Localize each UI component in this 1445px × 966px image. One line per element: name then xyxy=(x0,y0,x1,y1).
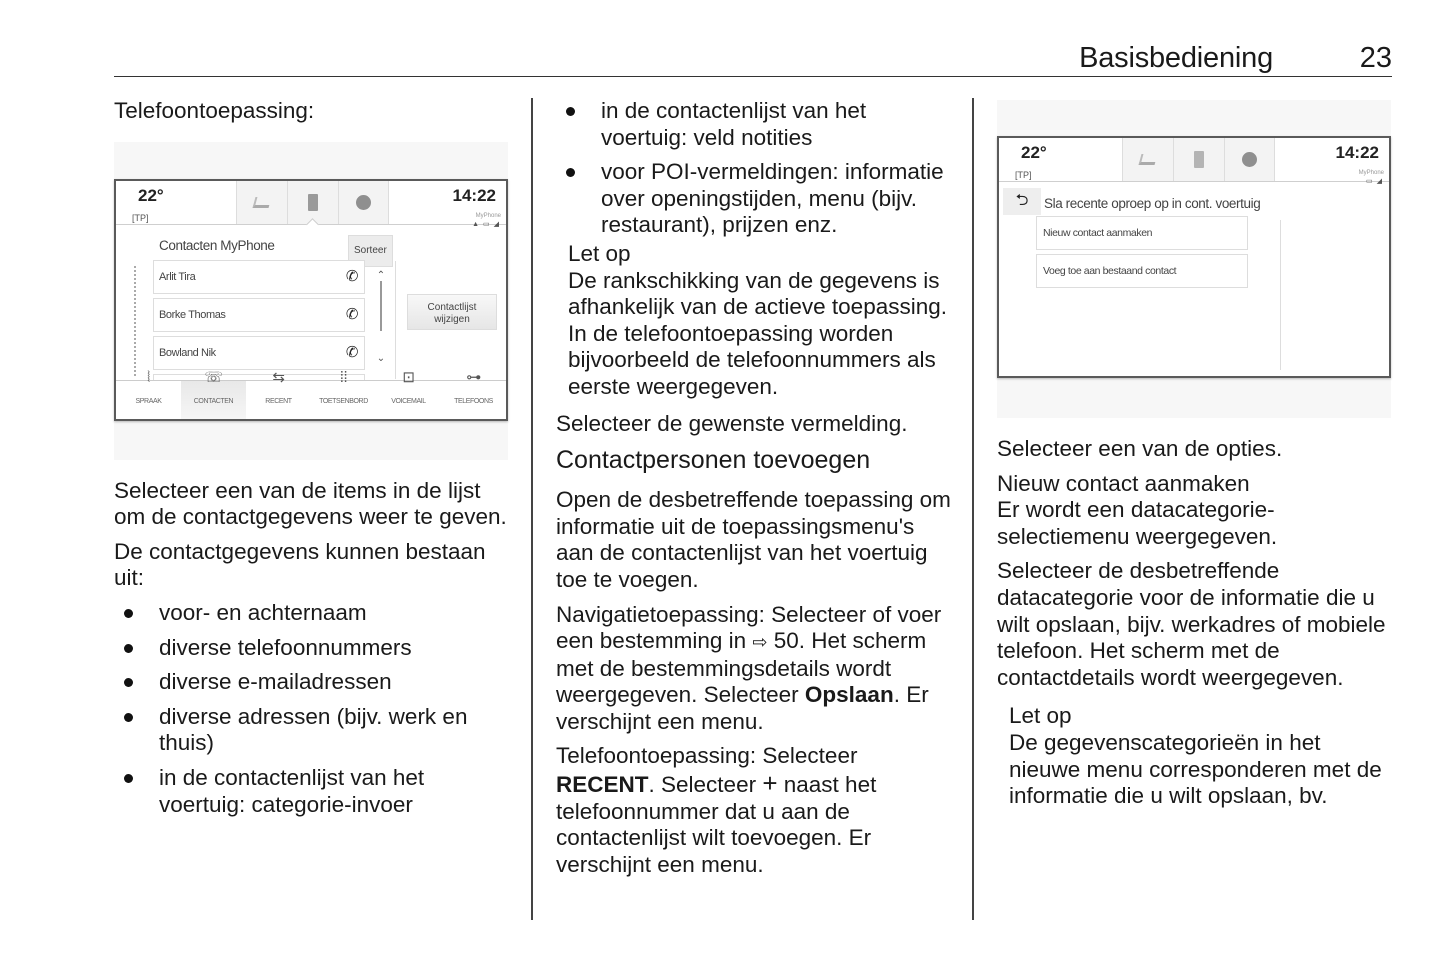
tab-apps[interactable] xyxy=(1224,138,1275,181)
contact-list-item[interactable] xyxy=(153,298,365,332)
temperature: 22° xyxy=(138,185,164,205)
call-icon[interactable]: ✆ xyxy=(345,305,358,323)
option-body: Er wordt een datacategorie-selectiemenu weergegeven. xyxy=(997,497,1278,549)
nav-spraak[interactable] xyxy=(116,369,181,419)
list-item: in de contactenlijst van het voertuig: categorie-invoer xyxy=(114,765,514,818)
button-label-line: wijzigen xyxy=(434,313,470,325)
app-tabs xyxy=(1122,138,1275,181)
nav-label: TOETSENBORD xyxy=(319,398,368,405)
tab-apps[interactable] xyxy=(338,181,389,224)
option-title: Nieuw contact aanmaken xyxy=(997,470,1250,496)
screen-title: Sla recente oproep op in cont. voertuig xyxy=(1044,196,1261,211)
contacts-icon: ☏ xyxy=(204,369,223,386)
list-item: in de contactenlijst van het voertuig: veld notities xyxy=(556,98,956,151)
note-box xyxy=(997,703,1397,809)
phone-bottom-nav xyxy=(116,369,506,419)
tab-phone[interactable] xyxy=(1173,138,1224,181)
recent-calls-icon: ⇆ xyxy=(272,369,285,386)
nav-label: SPRAAK xyxy=(135,398,162,405)
clock: 14:22 xyxy=(452,185,496,205)
text-run: . Er verschijnt een menu. xyxy=(556,682,929,734)
app-tabs xyxy=(236,181,389,224)
bluetooth-phones-icon: ⊶ xyxy=(466,369,481,386)
back-button[interactable] xyxy=(1003,188,1041,215)
traffic-program-indicator: [TP] xyxy=(1015,170,1032,180)
contact-list-item[interactable] xyxy=(153,336,365,370)
list-item: voor- en achternaam xyxy=(114,600,514,627)
sort-button[interactable]: Sorteer xyxy=(348,235,393,268)
note-title: Let op xyxy=(1009,703,1072,729)
option-add-to-existing[interactable]: Voeg toe aan bestaand contact xyxy=(1036,254,1248,288)
infotainment-screen-contacts xyxy=(114,179,508,421)
column-left xyxy=(114,98,514,826)
intro-text: Telefoontoepassing: xyxy=(114,98,315,123)
call-icon[interactable]: ✆ xyxy=(345,267,358,285)
phone-icon xyxy=(308,194,318,211)
option-description xyxy=(997,471,1397,551)
column-divider xyxy=(531,98,533,920)
call-icon[interactable]: ✆ xyxy=(345,343,358,361)
text-run: 50. Het scherm met de bestemmingsdetails wordt weergegeven. Selecteer xyxy=(556,628,927,708)
traffic-program-indicator: [TP] xyxy=(132,212,149,223)
paragraph: Selecteer een van de items in de lijst om de contactgegevens weer te geven. xyxy=(114,477,507,530)
section-heading: Contactpersonen toevoegen xyxy=(556,446,871,475)
list-item: voor POI-vermeldingen: informatie over openingstijden, menu (bijv. restaurant), prijzen enz. xyxy=(556,159,956,239)
scroll-down-icon[interactable]: ⌄ xyxy=(376,353,386,364)
list-scrollbar[interactable] xyxy=(374,263,388,373)
paragraph-navigation xyxy=(556,602,956,736)
alphabet-index-scroller[interactable] xyxy=(134,266,136,376)
button-label-line: Contactlijst xyxy=(427,301,477,313)
text-run: naast het telefoonnummer dat u aan de contactenlijst wilt toevoegen. Er verschijnt een menu. xyxy=(556,772,877,877)
status-bar xyxy=(116,181,506,228)
voice-icon: ⦚ xyxy=(147,369,150,386)
nav-label: VOICEMAIL xyxy=(391,398,426,405)
ui-term: RECENT xyxy=(556,772,649,798)
page-number: 23 xyxy=(1359,42,1392,74)
nav-recent[interactable] xyxy=(246,369,311,419)
phone-icon xyxy=(1194,151,1204,168)
note-title: Let op xyxy=(568,240,631,266)
tab-phone[interactable] xyxy=(287,181,338,224)
device-name: MyPhone xyxy=(1358,170,1384,176)
note-box xyxy=(556,241,956,401)
device-name: MyPhone xyxy=(475,212,501,219)
nav-toetsenbord[interactable] xyxy=(311,369,376,419)
apps-icon xyxy=(1242,152,1257,167)
clock: 14:22 xyxy=(1335,143,1379,162)
status-bar xyxy=(999,138,1389,185)
list-item: diverse e-mailadressen xyxy=(114,669,514,696)
paragraph: Selecteer een van de opties. xyxy=(997,436,1283,461)
list-item: diverse adressen (bijv. werk en thuis) xyxy=(114,704,514,757)
list-item: diverse telefoonnummers xyxy=(114,635,514,662)
note-body: De rankschikking van de gegevens is afhankelijk van de actieve toepassing. In de telefoontoepassing worden bijvoorbeeld de telefoonnummers als eerste weergegeven. xyxy=(568,267,947,399)
section-title: Basisbediening xyxy=(1079,42,1273,74)
signal-battery-icons: ▲ ▭ ◢ xyxy=(472,220,500,228)
ui-term: Opslaan xyxy=(804,682,894,708)
nav-label: TELEFOONS xyxy=(454,398,493,405)
infotainment-screen-save-recent xyxy=(997,136,1391,378)
tab-navigation[interactable] xyxy=(236,181,287,224)
column-divider xyxy=(972,98,974,920)
paragraph: De contactgegevens kunnen bestaan uit: xyxy=(114,538,486,591)
note-body: De gegevenscategorieën in het nieuwe menu corresponderen met de informatie die u wilt opslaan, bv. xyxy=(1009,729,1382,809)
navigation-icon xyxy=(253,197,272,208)
contact-details-list xyxy=(114,600,514,818)
text-run: Telefoontoepassing: Selecteer xyxy=(556,743,858,769)
contact-details-list-continued xyxy=(556,98,956,239)
screen-title: Contacten MyPhone xyxy=(159,237,275,253)
running-header xyxy=(114,40,1392,77)
paragraph: Selecteer de gewenste vermelding. xyxy=(556,410,908,436)
contact-list-item[interactable] xyxy=(153,260,365,294)
option-new-contact[interactable]: Nieuw contact aanmaken xyxy=(1036,216,1248,250)
contact-name: Arlit Tira xyxy=(159,270,196,283)
page-reference-arrow-icon: ⇨ xyxy=(752,632,768,653)
nav-contacten[interactable] xyxy=(181,369,246,419)
scroll-up-icon[interactable]: ⌃ xyxy=(376,269,386,281)
screenshot-frame xyxy=(997,100,1391,418)
nav-label: RECENT xyxy=(265,398,292,405)
screenshot-frame xyxy=(114,142,508,460)
signal-battery-icons: ▭ ◢ xyxy=(1366,178,1383,185)
paragraph: Open de desbetreffende toepassing om informatie uit de toepassingsmenu's aan de contactenlijst van het voertuig toe te voegen. xyxy=(556,487,951,592)
column-right xyxy=(997,98,1397,818)
paragraph-telephone xyxy=(556,743,956,878)
navigation-icon xyxy=(1139,154,1158,165)
panel-separator xyxy=(1280,220,1281,370)
nav-telefoons[interactable] xyxy=(441,369,506,419)
tab-navigation[interactable] xyxy=(1122,138,1173,181)
contact-name: Borke Thomas xyxy=(159,308,226,321)
text-run: . Selecteer xyxy=(648,772,763,798)
temperature: 22° xyxy=(1021,143,1047,162)
scroll-thumb[interactable] xyxy=(380,281,382,331)
keypad-icon: ⁞⁞ xyxy=(339,369,348,386)
plus-icon: + xyxy=(762,768,778,799)
column-middle xyxy=(556,98,956,886)
nav-voicemail[interactable] xyxy=(376,369,441,419)
text-run: Navigatietoepassing: Selecteer of voer een bestemming in xyxy=(556,601,942,654)
voicemail-icon: ⊡ xyxy=(402,369,415,386)
panel-separator xyxy=(395,261,396,379)
edit-contact-list-button[interactable] xyxy=(407,294,497,330)
paragraph: Selecteer de desbetreffende datacategorie voor de informatie die u wilt opslaan, bijv. werkadres of mobiele telefoon. Het scherm met de contactdetails wordt weergegeven. xyxy=(997,558,1386,690)
nav-label: CONTACTEN xyxy=(193,398,234,405)
contact-name: Bowland Nik xyxy=(159,346,216,359)
apps-icon xyxy=(356,195,371,210)
back-arrow-icon: ⮌ xyxy=(1015,192,1029,209)
